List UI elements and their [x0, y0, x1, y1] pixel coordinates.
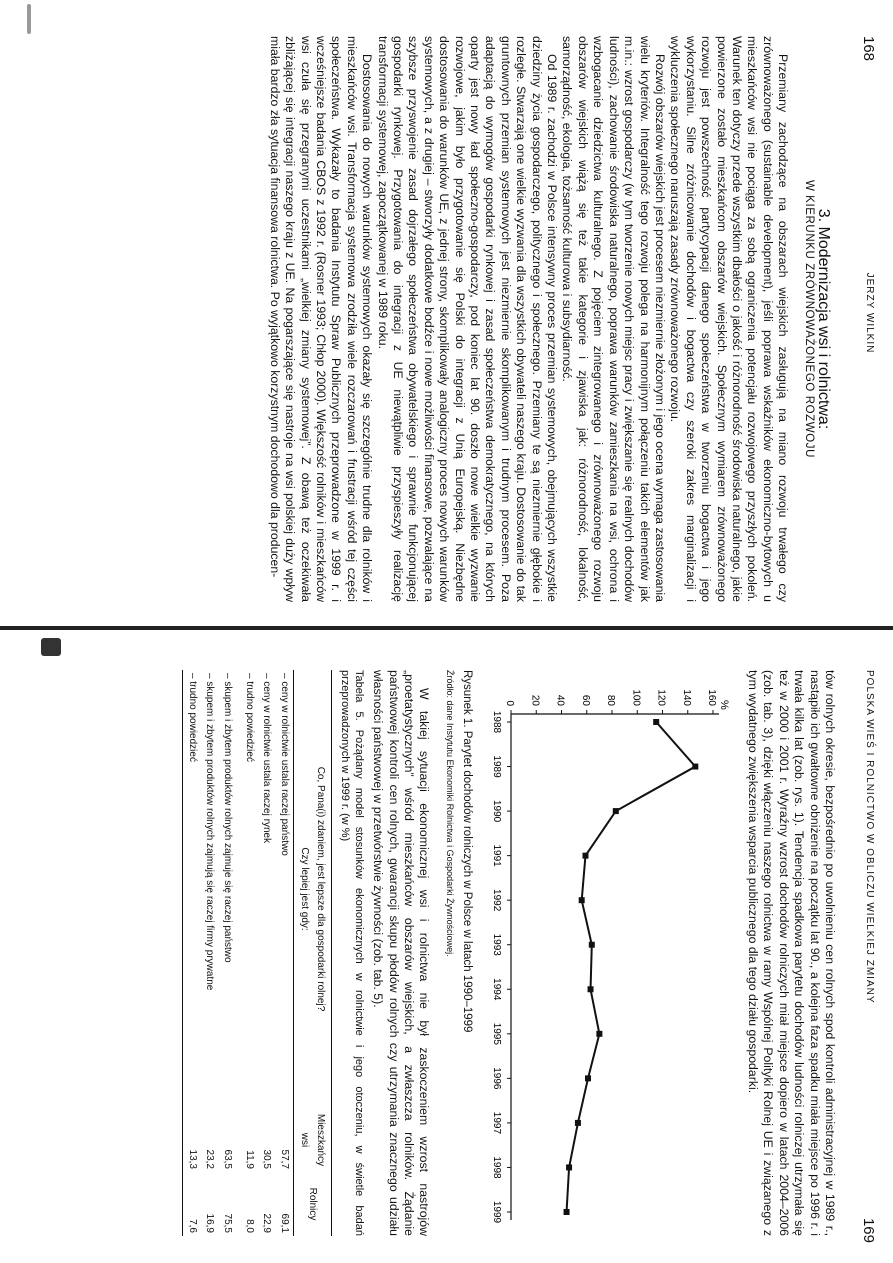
y-tick-label: 160 — [705, 689, 717, 706]
table-row — [201, 670, 218, 1236]
x-tick-label: 1995 — [490, 1022, 502, 1045]
y-tick-label: 140 — [680, 689, 692, 706]
header-question-1: Co, Pana(i) zdaniem, jest lepsze dla gospodarki rolnej? — [314, 766, 326, 1012]
y-tick-label: 80 — [604, 694, 616, 706]
table-row — [241, 670, 258, 1236]
table-row — [218, 670, 240, 1236]
paragraph: Dostosowania do nowych warunków systemowych okazały się szczególnie trudne dla rolników i mieszkańców wsi. Transformacja systemowa zrodziła wiele rozczarowań i frustracji wśród tej części społeczeństwa. Wykazały to badania Instytutu Spraw Publicznych przeprowadzone w 1999 r. i wcześniejsze badania CBOS z 1992 r. (Rosner 1993; Chłop 2000). Większość rolników i mieszkańców wsi czuła się przegranymi uczestnikami „wielkiej zmiany systemowej”. Z obawą też oczekiwała zbliżającej się integracji naszego kraju z UE. Na pogarszające się nastroje na wsi polskiej duży wpływ miała bardzo zła sytuacja finansowa rolnictwa. Po wyjątkowo korzystnym dochodowo dla producen- — [267, 36, 375, 602]
table-cell-label: – trudno powiedzieć — [183, 670, 201, 1108]
x-tick-label: 1997 — [490, 1111, 502, 1135]
figure-1 — [441, 670, 732, 1236]
y-tick-label: 20 — [528, 694, 540, 706]
left-page — [0, 0, 893, 626]
paragraph: tów rolnych okresie, bezpośrednio po uwolnieniu cen rolnych spod kontroli administracyjnej w 1989 r., nastąpiło ich gwałtowne obniżenie na początku lat 90., a kolejna faza spadku miała miejsce po 1996 r. i trwała kilka lat (zob. rys. 1). Tendencja spadkowa parytetu dochodów ludności rolniczej utrzymała się też w 2000 i 2001 r. Wyraźny wzrost dochodów rolniczych miał miejsce dopiero w latach 2004–2006 (zob. tab. 3), dzięki włączeniu naszego rolnictwa w ramy Wspólnej Polityki Rolnej UE i związanego z tym wydatnego zwiększenia wsparcia publicznego dla tego działu gospodarki. — [745, 670, 837, 1236]
data-point — [566, 1164, 572, 1170]
table-caption: Tabela 5. Pożądany model stosunków ekonomicznych w rolnictwie i jego otoczeniu, w świetle badań przeprowadzonych w 1999 r. (w %) — [338, 670, 365, 1236]
left-text-column — [266, 36, 831, 602]
table-cell-label: – skupem i zbytem produktów rolnych zajmują się raczej firmy prywatne — [204, 673, 216, 991]
x-tick-label: 1990 — [490, 799, 502, 823]
data-point — [578, 897, 584, 903]
data-point — [612, 808, 618, 814]
table-row — [276, 670, 294, 1236]
paragraph: Rozwój obszarów wiejskich jest procesem niezmiernie złożonym i jego ocena wymaga zastosowania wielu kryteriów. Integralność tego rozwoju polega na harmonijnym połączeniu takich elementów jak m.in.: wzrost gospodarczy (w tym tworzenie nowych miejsc pracy i zwiększanie się realnych dochodów ludności), zachowanie środowiska naturalnego, poprawa warunków zamieszkania na wsi, ochrona i wzbogacanie dziedzictwa kulturalnego. Z pojęciem zintegrowanego i zrównoważonego rozwoju obszarów wiejskich wiążą się też takie kategorie i zjawiska jak: różnorodność, lokalność, samorządność, ekologia, tożsamość kulturowa i subsydiarność. — [560, 36, 667, 602]
x-tick-label: 1998 — [490, 1156, 502, 1179]
table-cell-residents: 57,7 — [278, 1149, 290, 1169]
running-head: JERZY WILKIN — [864, 272, 875, 354]
y-tick-label: 100 — [629, 689, 641, 706]
paragraph: Przemiany zachodzące na obszarach wiejskich zasługują na miano rozwoju trwałego czy zrównoważonego (sustainable development), jeśli poprawa wskaźników ekonomiczno-bytowych u mieszkańców wsi nie pociąga za sobą ograniczenia potencjału rozwojowego przyszłych pokoleń. Warunek ten dotyczy przede wszystkim dbałości o jakość i różnorodność środowiska naturalnego, jakie powierzone zostało mieszkańcom obszarów wiejskich. Społecznym wymiarem zrównoważonego rozwoju jest powszechność partycypacji danego społeczeństwa w tworzeniu bogactwa i jego wykorzystaniu. Silne zróżnicowanie dochodów i bogactwa czy szeroki zakres marginalizacji i wykluczenia społecznego naruszają zasady zrównoważonego rozwoju. — [668, 36, 791, 602]
data-point — [582, 853, 588, 859]
x-tick-label: 1996 — [490, 1067, 502, 1090]
line-chart — [483, 670, 733, 1236]
data-point — [692, 764, 698, 770]
table-cell-farmers: 75,5 — [221, 1213, 233, 1233]
data-point — [596, 1031, 602, 1037]
table-cell-residents: 63,5 — [221, 1149, 233, 1169]
y-tick-label: 40 — [554, 694, 566, 706]
x-tick-label: 1994 — [490, 978, 502, 1001]
table-cell-residents: 23,2 — [204, 1149, 216, 1169]
table-5 — [182, 670, 365, 1236]
table-row — [258, 670, 275, 1236]
table-row — [183, 670, 201, 1236]
table-cell-farmers: 16,9 — [204, 1213, 216, 1233]
figure-source: Źródło: dane Instytutu Ekonomiki Rolnictwa i Gospodarki Żywnościowej. — [444, 670, 455, 957]
table-cell-residents: 13,3 — [183, 1108, 201, 1172]
right-page — [0, 630, 893, 1263]
table-cell-farmers: 7,6 — [183, 1172, 201, 1236]
x-tick-label: 1988 — [490, 710, 502, 734]
header-question-2: Czy lepiej jest gdy: — [299, 847, 311, 931]
section-subtitle: W KIERUNKU ZRÓWNOWAŻONEGO ROZWOJU — [802, 179, 815, 459]
paragraph: Od 1989 r. zachodzi w Polsce intensywny proces przemian systemowych, obejmujących wszystkie dziedziny życia gospodarczego, politycznego i społecznego. Przemiany te są niezmiernie głębokie i rozległe. Stwarzają one wielkie wyzwania dla wszystkich obywateli naszego kraju. Dostosowanie do tak gruntownych przemian systemowych jest niezmiernie skomplikowanym i trudnym procesem. Poza adaptacją do wymogów gospodarki rynkowej i zasad społeczeństwa demokratycznego, na których oparty jest nowy ład społeczno-gospodarczy, pod koniec lat 90. doszło nowe wielkie wyzwanie rozwojowe, jakim było przygotowanie się Polski do integracji z Unią Europejską. Niezbędne dostosowania do warunków UE, z jednej strony, skomplikowały analogiczny proces nowych warunków systemowych, a z drugiej – stworzyły dodatkowe bodźce i nowe możliwości finansowe, pozwalające na szybsze przyswojenie zasad dojrzałego społeczeństwa obywatelskiego i sprawnie funkcjonującej gospodarki rynkowej. Przygotowania do integracji z UE niewątpliwie przyspieszyły realizację transformacji systemowej, zapoczątkowanej w 1989 roku. — [375, 36, 560, 602]
x-tick-label: 1993 — [490, 933, 502, 956]
x-tick-label: 1999 — [490, 1200, 502, 1224]
data-point — [563, 1209, 569, 1215]
data-table — [182, 670, 331, 1236]
section-title: 3. Modernizacja wsi i rolnictwa: — [815, 208, 832, 430]
table-cell-label: – ceny w rolnictwie ustala raczej rynek — [261, 673, 273, 844]
y-tick-label: 0 — [503, 700, 515, 706]
table-cell-farmers: 8,0 — [244, 1219, 256, 1233]
table-cell-label: – ceny w rolnictwie ustala raczej państwo — [278, 673, 290, 856]
table-header-farmers: Rolnicy — [293, 1172, 331, 1236]
running-head: POLSKA WIEŚ I ROLNICTWO W OBLICZU WIELKIEJ ZMIANY — [864, 670, 875, 1004]
data-point — [653, 719, 659, 725]
y-axis-label: % — [717, 700, 730, 710]
x-tick-label: 1989 — [490, 755, 502, 778]
data-point — [585, 1075, 591, 1081]
data-point — [574, 1120, 580, 1126]
paragraph: W takiej sytuacji ekonomicznej wsi i rolnictwa nie był zaskoczeniem wzrost nastrojów „proetatystycznych” wśród mieszkańców obszarów wiejskich, a zwłaszcza rolników. Żądanie państwowej kontroli cen rolnych, gwarancji skupu płodów rolnych czy utrzymania znacznego udziału własności państwowej w przetwórstwie żywności (zob. tab. 5). — [371, 670, 432, 1236]
series-line — [566, 722, 695, 1212]
data-point — [588, 942, 594, 948]
x-tick-label: 1991 — [490, 844, 502, 867]
table-cell-residents: 30,5 — [261, 1149, 273, 1169]
table-header-question — [293, 670, 331, 1108]
table-cell-label: – skupem i zbytem produktów rolnych zajmuje się raczej państwo — [221, 673, 233, 963]
table-header-residents: Mieszkańcy wsi — [293, 1108, 331, 1172]
table-cell-label: – trudno powiedzieć — [244, 673, 256, 762]
page-number: 169 — [860, 1217, 877, 1243]
y-tick-label: 60 — [579, 694, 591, 706]
x-tick-label: 1992 — [490, 889, 502, 912]
right-text-column — [182, 670, 837, 1236]
page-number: 168 — [860, 36, 877, 62]
table-cell-farmers: 69,1 — [278, 1213, 290, 1233]
data-point — [587, 986, 593, 992]
y-tick-label: 120 — [655, 689, 667, 706]
figure-caption: Rysunek 1. Parytet dochodów rolniczych w Polsce w latach 1990–1999 — [461, 670, 474, 1033]
table-cell-farmers: 22,9 — [261, 1213, 273, 1233]
table-cell-residents: 11,9 — [244, 1150, 256, 1169]
